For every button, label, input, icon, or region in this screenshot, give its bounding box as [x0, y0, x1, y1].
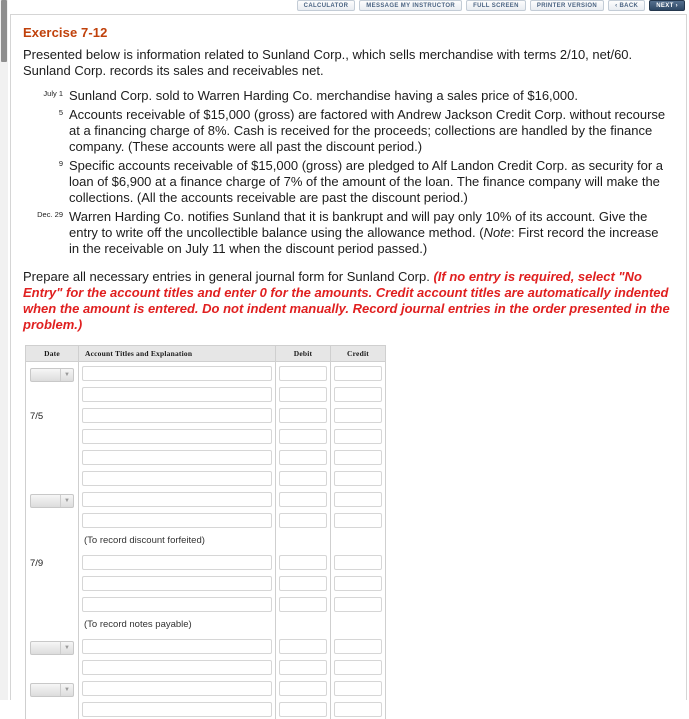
journal-debit-cell	[276, 635, 331, 656]
journal-account-cell	[79, 404, 276, 425]
journal-entry-row	[26, 446, 386, 467]
transaction-date: 5	[23, 107, 69, 118]
chevron-down-icon: ▼	[60, 642, 73, 654]
journal-account-cell	[79, 635, 276, 656]
journal-date-cell	[26, 446, 79, 467]
journal-date-cell	[26, 698, 79, 719]
account-title-input[interactable]	[82, 429, 272, 444]
journal-date-cell	[26, 677, 79, 698]
debit-amount-input[interactable]	[279, 597, 327, 612]
journal-entry-row	[26, 698, 386, 719]
debit-amount-input[interactable]	[279, 492, 327, 507]
journal-account-cell	[79, 656, 276, 677]
journal-credit-cell	[331, 572, 386, 593]
journal-entry-row	[26, 467, 386, 488]
debit-amount-input[interactable]	[279, 681, 327, 696]
journal-entry-row	[26, 677, 386, 698]
credit-amount-input[interactable]	[334, 681, 382, 696]
credit-amount-input[interactable]	[334, 408, 382, 423]
account-title-input[interactable]	[82, 408, 272, 423]
journal-account-cell	[79, 551, 276, 572]
journal-account-cell	[79, 488, 276, 509]
journal-credit-cell	[331, 551, 386, 572]
journal-credit-cell	[331, 635, 386, 656]
journal-date-label: 7/5	[26, 411, 43, 422]
journal-debit-cell	[276, 677, 331, 698]
journal-date-cell	[26, 467, 79, 488]
journal-entry-row	[26, 593, 386, 614]
journal-date-cell	[26, 425, 79, 446]
journal-credit-cell	[331, 509, 386, 530]
journal-date-cell	[26, 635, 79, 656]
journal-debit-cell	[276, 698, 331, 719]
journal-memo-row	[26, 530, 386, 551]
journal-debit-cell	[276, 572, 331, 593]
journal-header-row	[26, 346, 386, 362]
debit-amount-input[interactable]	[279, 555, 327, 570]
debit-amount-input[interactable]	[279, 366, 327, 381]
journal-date-cell	[26, 362, 79, 384]
journal-date-cell	[26, 383, 79, 404]
journal-debit-cell	[276, 509, 331, 530]
journal-credit-cell	[331, 383, 386, 404]
journal-account-cell	[79, 572, 276, 593]
memo-text-cell	[79, 530, 276, 551]
journal-date-cell	[26, 551, 79, 572]
journal-date-cell	[26, 572, 79, 593]
journal-credit-cell	[331, 488, 386, 509]
debit-amount-input[interactable]	[279, 408, 327, 423]
journal-account-cell	[79, 362, 276, 384]
journal-memo-text: (To record notes payable)	[79, 618, 275, 631]
journal-credit-cell	[331, 656, 386, 677]
transaction-text	[69, 209, 672, 257]
vertical-scrollbar[interactable]	[0, 0, 8, 700]
account-title-input[interactable]	[82, 660, 272, 675]
journal-entry-row	[26, 551, 386, 572]
account-title-input[interactable]	[82, 681, 272, 696]
journal-account-cell	[79, 593, 276, 614]
transaction-text: Specific accounts receivable of $15,000 (gross) are pledged to Alf Landon Credit Corp. as security for a loan of $6,900 at a finance charge of 7% of the amount of the loan. The finance company will make the collections. (All the accounts receivable are past the discount period.)	[69, 158, 672, 206]
credit-amount-input[interactable]	[334, 660, 382, 675]
journal-credit-cell	[331, 404, 386, 425]
account-title-input[interactable]	[82, 702, 272, 717]
debit-amount-input[interactable]	[279, 513, 327, 528]
date-select[interactable]	[30, 494, 74, 508]
journal-account-cell	[79, 677, 276, 698]
journal-date-cell	[26, 404, 79, 425]
transaction-item	[23, 209, 672, 257]
journal-date-cell	[26, 509, 79, 530]
instruction-plain: Prepare all necessary entries in general journal form for Sunland Corp.	[23, 269, 430, 284]
column-header-debit: Debit	[276, 346, 331, 362]
journal-credit-cell	[331, 677, 386, 698]
credit-amount-input[interactable]	[334, 639, 382, 654]
journal-debit-cell	[276, 467, 331, 488]
debit-amount-input[interactable]	[279, 387, 327, 402]
journal-credit-cell	[331, 467, 386, 488]
account-title-input[interactable]	[82, 576, 272, 591]
journal-credit-cell	[331, 593, 386, 614]
account-title-input[interactable]	[82, 513, 272, 528]
memo-debit-cell	[276, 614, 331, 635]
journal-date-cell	[26, 593, 79, 614]
column-header-credit: Credit	[331, 346, 386, 362]
account-title-input[interactable]	[82, 555, 272, 570]
journal-debit-cell	[276, 425, 331, 446]
journal-entry-row	[26, 509, 386, 530]
journal-date-cell	[26, 656, 79, 677]
debit-amount-input[interactable]	[279, 429, 327, 444]
journal-entry-row	[26, 404, 386, 425]
journal-debit-cell	[276, 383, 331, 404]
instruction-emphasis: (If no entry is required, select "No Entry" for the account titles and enter 0 for the amounts. Credit account titles are automatically indented when the amount is entered. Do not indent manually. Record journal entries in the order presented in the problem.)	[23, 269, 670, 332]
journal-debit-cell	[276, 488, 331, 509]
journal-account-cell	[79, 425, 276, 446]
column-header-date: Date	[26, 346, 79, 362]
account-title-input[interactable]	[82, 639, 272, 654]
journal-entry-row	[26, 362, 386, 384]
credit-amount-input[interactable]	[334, 387, 382, 402]
account-title-input[interactable]	[82, 450, 272, 465]
journal-credit-cell	[331, 446, 386, 467]
journal-entry-row	[26, 425, 386, 446]
journal-memo-row	[26, 614, 386, 635]
transaction-item	[23, 88, 672, 104]
transaction-list	[23, 88, 672, 257]
journal-debit-cell	[276, 551, 331, 572]
journal-debit-cell	[276, 362, 331, 384]
debit-amount-input[interactable]	[279, 702, 327, 717]
toolbar-button-printer-version[interactable]: PRINTER VERSION	[530, 0, 604, 11]
account-title-input[interactable]	[82, 366, 272, 381]
journal-entry-row	[26, 488, 386, 509]
scrollbar-thumb[interactable]	[1, 0, 7, 62]
journal-debit-cell	[276, 656, 331, 677]
journal-account-cell	[79, 446, 276, 467]
journal-memo-text: (To record discount forfeited)	[79, 534, 275, 547]
date-select[interactable]	[30, 683, 74, 697]
credit-amount-input[interactable]	[334, 366, 382, 381]
credit-amount-input[interactable]	[334, 513, 382, 528]
transaction-date: July 1	[23, 88, 69, 99]
account-title-input[interactable]	[82, 387, 272, 402]
credit-amount-input[interactable]	[334, 576, 382, 591]
credit-amount-input[interactable]	[334, 492, 382, 507]
debit-amount-input[interactable]	[279, 639, 327, 654]
exercise-card	[10, 14, 687, 700]
credit-amount-input[interactable]	[334, 450, 382, 465]
transaction-text-after: : First record the increase in the receivable on July 11 when the discount period passed.)	[69, 225, 658, 256]
transaction-text: Accounts receivable of $15,000 (gross) are factored with Andrew Jackson Credit Corp. without recourse at a financing charge of 8%. Cash is received for the proceeds; collections are handled by the finance company. (These accounts were all past the discount period.)	[69, 107, 672, 155]
instruction-paragraph	[23, 269, 672, 333]
journal-debit-cell	[276, 593, 331, 614]
exercise-intro: Presented below is information related to Sunland Corp., which sells merchandise with terms 2/10, net/60. Sunland Corp. records its sales and receivables net.	[23, 47, 672, 79]
toolbar-button-calculator[interactable]: CALCULATOR	[297, 0, 356, 11]
journal-debit-cell	[276, 446, 331, 467]
credit-amount-input[interactable]	[334, 702, 382, 717]
memo-debit-cell	[276, 530, 331, 551]
toolbar-button-back[interactable]: ‹ BACK	[608, 0, 645, 11]
journal-credit-cell	[331, 425, 386, 446]
debit-amount-input[interactable]	[279, 660, 327, 675]
journal-credit-cell	[331, 698, 386, 719]
memo-credit-cell	[331, 530, 386, 551]
journal-table-body	[26, 362, 386, 719]
journal-table-head	[26, 346, 386, 362]
journal-entry-row	[26, 656, 386, 677]
journal-entry-row	[26, 383, 386, 404]
memo-date-cell	[26, 614, 79, 635]
debit-amount-input[interactable]	[279, 471, 327, 486]
transaction-item	[23, 158, 672, 206]
memo-date-cell	[26, 530, 79, 551]
journal-account-cell	[79, 509, 276, 530]
transaction-text: Sunland Corp. sold to Warren Harding Co. merchandise having a sales price of $16,000.	[69, 88, 672, 104]
journal-account-cell	[79, 383, 276, 404]
date-select[interactable]	[30, 641, 74, 655]
toolbar-button-next[interactable]: NEXT ›	[649, 0, 685, 11]
debit-amount-input[interactable]	[279, 576, 327, 591]
chevron-down-icon: ▼	[60, 495, 73, 507]
credit-amount-input[interactable]	[334, 429, 382, 444]
journal-credit-cell	[331, 362, 386, 384]
journal-date-cell	[26, 488, 79, 509]
memo-credit-cell	[331, 614, 386, 635]
journal-entry-row	[26, 572, 386, 593]
journal-date-label: 7/9	[26, 558, 43, 569]
transaction-text-note: Note	[484, 225, 511, 240]
transaction-text-before: Warren Harding Co. notifies Sunland that it is bankrupt and will pay only 10% of its account. Give the entry to write off the uncollectible balance using the allowance method. (	[69, 209, 647, 240]
account-title-input[interactable]	[82, 471, 272, 486]
toolbar-button-message-my-instructor[interactable]: MESSAGE MY INSTRUCTOR	[359, 0, 462, 11]
credit-amount-input[interactable]	[334, 597, 382, 612]
transaction-date: 9	[23, 158, 69, 169]
transaction-item	[23, 107, 672, 155]
account-title-input[interactable]	[82, 492, 272, 507]
journal-account-cell	[79, 698, 276, 719]
date-select[interactable]	[30, 368, 74, 382]
account-title-input[interactable]	[82, 597, 272, 612]
chevron-down-icon: ▼	[60, 369, 73, 381]
journal-entry-row	[26, 635, 386, 656]
credit-amount-input[interactable]	[334, 555, 382, 570]
chevron-down-icon: ▼	[60, 684, 73, 696]
debit-amount-input[interactable]	[279, 450, 327, 465]
journal-debit-cell	[276, 404, 331, 425]
transaction-date: Dec. 29	[23, 209, 69, 220]
top-toolbar	[0, 0, 689, 13]
credit-amount-input[interactable]	[334, 471, 382, 486]
column-header-account: Account Titles and Explanation	[79, 346, 276, 362]
memo-text-cell	[79, 614, 276, 635]
page-title: Exercise 7-12	[23, 25, 672, 40]
toolbar-button-full-screen[interactable]: FULL SCREEN	[466, 0, 526, 11]
journal-account-cell	[79, 467, 276, 488]
journal-entry-table	[25, 345, 386, 719]
